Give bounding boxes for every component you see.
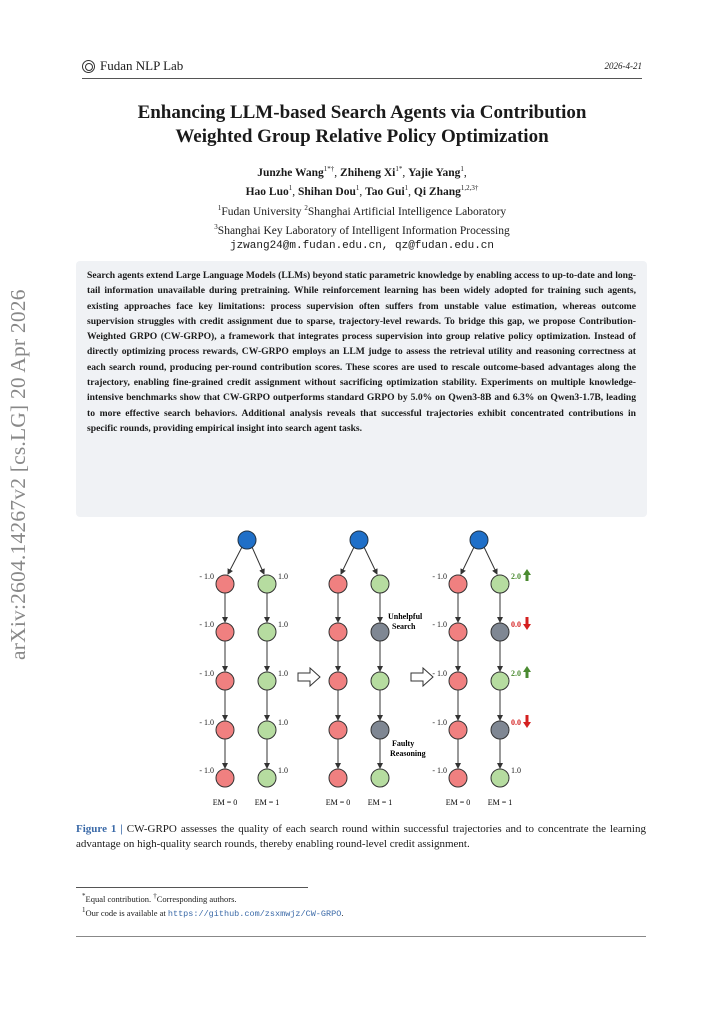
low-contribution-node — [491, 721, 509, 739]
affiliations-line-2: $^3$Shanghai Key Laboratory of Intelligent Information Processing — [214, 222, 510, 237]
author-name: Zhiheng Xi — [340, 166, 396, 179]
annotation-text: Unhelpful — [388, 612, 423, 621]
up-arrow-icon — [523, 569, 531, 581]
figure-1-diagram — [186, 528, 546, 813]
bottom-rule — [76, 936, 646, 937]
annotation-text: Faulty — [392, 739, 415, 748]
down-arrow-icon — [523, 715, 531, 728]
root-node — [470, 531, 488, 549]
success-round-node — [491, 575, 509, 593]
affiliation: Shanghai Artificial Intelligence Laboratory — [307, 205, 507, 218]
footnote-text: Our code is available at — [85, 907, 168, 918]
footnotes — [82, 891, 343, 920]
author-name: Junzhe Wang — [257, 166, 324, 179]
author-name: Shihan Dou — [298, 186, 356, 199]
page-header — [82, 58, 642, 79]
advantage-value: - 1.0 — [432, 669, 447, 678]
author-sup: 1*† — [323, 165, 335, 173]
low-contribution-node — [371, 721, 389, 739]
title-line-1: Enhancing LLM-based Search Agents via Contribution — [137, 102, 587, 123]
success-round-node — [258, 575, 276, 593]
arxiv-identifier: arXiv:2604.14267v2 [cs.LG] 20 Apr 2026 — [6, 289, 30, 660]
paper-title — [82, 101, 642, 149]
advantage-value: 1.0 — [278, 766, 288, 775]
failed-round-node — [449, 623, 467, 641]
failed-round-node — [329, 575, 347, 593]
failed-round-node — [216, 623, 234, 641]
advantage-value: 2.0 — [511, 669, 521, 678]
title-line-2: Weighted Group Relative Policy Optimization — [175, 126, 549, 147]
failed-round-node — [449, 769, 467, 787]
failed-round-node — [329, 623, 347, 641]
failed-round-node — [216, 575, 234, 593]
up-arrow-icon — [523, 666, 531, 678]
footnote-1: *Equal contribution. †Corresponding authors. — [82, 892, 237, 904]
success-round-node — [258, 672, 276, 690]
em-label: EM = 0 — [212, 798, 238, 807]
footnote-text: . — [341, 907, 344, 918]
figure-caption — [76, 822, 646, 852]
author-name: Tao Gui — [365, 186, 405, 199]
affiliations-line-1: $^1$Fudan University $^2$Shanghai Artificial Intelligence Laboratory — [217, 203, 507, 218]
advantage-value: - 1.0 — [432, 718, 447, 727]
success-round-node — [491, 769, 509, 787]
author-sup: 1* — [395, 165, 403, 173]
success-round-node — [371, 672, 389, 690]
annotation-text: Reasoning — [390, 749, 426, 758]
lab-name: Fudan NLP Lab — [100, 58, 184, 73]
tree-edge — [484, 547, 497, 574]
failed-round-node — [216, 721, 234, 739]
low-contribution-node — [491, 623, 509, 641]
success-round-node — [371, 575, 389, 593]
author-line-2: Hao Luo$^1$, Shihan Dou$^1$, Tao Gui$^1$, Qi Zhang$^{1,2,3\dagger}$ — [245, 184, 479, 199]
tree-edge — [341, 547, 354, 574]
flow-arrow-icon — [298, 668, 320, 686]
footnote-text: Corresponding authors. — [156, 893, 237, 904]
advantage-value: 1.0 — [278, 572, 288, 581]
author-sup: 1 — [355, 184, 360, 193]
em-label: EM = 1 — [487, 798, 513, 807]
tree-edge — [364, 547, 377, 574]
advantage-value: 1.0 — [278, 620, 288, 629]
advantage-value: - 1.0 — [199, 620, 214, 629]
advantage-value: - 1.0 — [199, 572, 214, 581]
advantage-value: - 1.0 — [199, 669, 214, 678]
author-sup: 1 — [288, 184, 293, 193]
author-block — [82, 162, 642, 255]
success-round-node — [371, 769, 389, 787]
footnote-2: $^1$Our code is available at https://github.com/zsxmwjz/CW-GRPO. — [82, 905, 344, 919]
flow-arrow-icon — [411, 668, 433, 686]
success-round-node — [258, 623, 276, 641]
footnote-text: Equal contribution. — [85, 893, 154, 904]
failed-round-node — [329, 769, 347, 787]
success-round-node — [491, 672, 509, 690]
lab-logo-icon — [82, 60, 95, 73]
code-link[interactable]: https://github.com/zsxmwjz/CW-GRPO — [167, 908, 342, 919]
tree-edge — [228, 547, 242, 574]
advantage-value: - 1.0 — [432, 620, 447, 629]
author-emails: jzwang24@m.fudan.edu.cn, qz@fudan.edu.cn — [229, 240, 495, 253]
advantage-value: - 1.0 — [432, 572, 447, 581]
abstract-box: Search agents extend Large Language Models (LLMs) beyond static parametric knowledge by enabling access to up-to-date and long-tail information unavailable during pretraining. While reinforcement learning has been widely adopted for training such agents, existing approaches face key limitations: process supervision often suffers from unstable value estimation, whereas outcome supervision struggles with credit assignment due to sparse, trajectory-level rewards. To bridge this gap, we propose Contribution-Weighted GRPO (CW-GRPO), a framework that integrates process supervision into group relative policy optimization. Instead of directly optimizing process rewards, CW-GRPO employs an LLM judge to assess the retrieval utility and reasoning correctness at each search round, producing per-round contribution scores. These scores are used to rescale outcome-based advantages along the trajectory, enabling fine-grained credit assignment without sacrificing optimization stability. Experiments on multiple knowledge-intensive benchmarks show that CW-GRPO outperforms standard GRPO by 5.0% on Qwen3-8B and 6.3% on Qwen3-1.7B, leading to more effective search behaviors. Additional analysis reveals that successful trajectories exhibit concentrated contributions in specific rounds, providing empirical insight into search agent tasks. — [76, 261, 647, 517]
author-name: Qi Zhang — [413, 186, 461, 199]
advantage-value: 1.0 — [511, 766, 521, 775]
tree-edge — [461, 547, 474, 574]
advantage-value: - 1.0 — [199, 718, 214, 727]
caption-text: CW-GRPO assesses the quality of each search round within successful trajectories and to concentrate the learning advantage on high-quality search rounds, thereby enabling round-level credit assignment. — [76, 823, 646, 850]
annotation-text: Search — [392, 622, 416, 631]
affiliation: Fudan University — [221, 205, 305, 218]
affiliation: Shanghai Key Laboratory of Intelligent Information Processing — [217, 224, 510, 237]
author-name: Hao Luo — [245, 186, 289, 199]
advantage-value: 0.0 — [511, 620, 521, 629]
failed-round-node — [329, 672, 347, 690]
caption-label: Figure 1 — [76, 823, 117, 835]
failed-round-node — [216, 672, 234, 690]
lab-brand — [82, 58, 183, 74]
failed-round-node — [329, 721, 347, 739]
failed-round-node — [449, 672, 467, 690]
em-label: EM = 1 — [367, 798, 393, 807]
em-label: EM = 0 — [445, 798, 471, 807]
success-round-node — [258, 721, 276, 739]
failed-round-node — [449, 721, 467, 739]
em-label: EM = 0 — [325, 798, 351, 807]
failed-round-node — [449, 575, 467, 593]
footnote-rule — [76, 887, 308, 888]
advantage-value: 1.0 — [278, 718, 288, 727]
failed-round-node — [216, 769, 234, 787]
author-line-1: Junzhe Wang$^{1*\dagger}$, Zhiheng $Xi^{1*}$, Yajie Yang$^1$, — [257, 165, 467, 179]
em-label: EM = 1 — [254, 798, 280, 807]
author-sup: 1 — [460, 165, 464, 173]
advantage-value: - 1.0 — [432, 766, 447, 775]
down-arrow-icon — [523, 617, 531, 630]
header-date: 2026-4-21 — [604, 61, 642, 71]
tree-edge — [252, 547, 264, 574]
advantage-value: 0.0 — [511, 718, 521, 727]
root-node — [238, 531, 256, 549]
author-name: Yajie Yang — [408, 166, 461, 179]
advantage-value: 1.0 — [278, 669, 288, 678]
advantage-value: - 1.0 — [199, 766, 214, 775]
success-round-node — [258, 769, 276, 787]
author-sup: 1,2,3† — [460, 184, 479, 193]
root-node — [350, 531, 368, 549]
low-contribution-node — [371, 623, 389, 641]
caption-separator: | — [116, 823, 127, 835]
advantage-value: 2.0 — [511, 572, 521, 581]
author-sup: 1 — [404, 184, 409, 193]
